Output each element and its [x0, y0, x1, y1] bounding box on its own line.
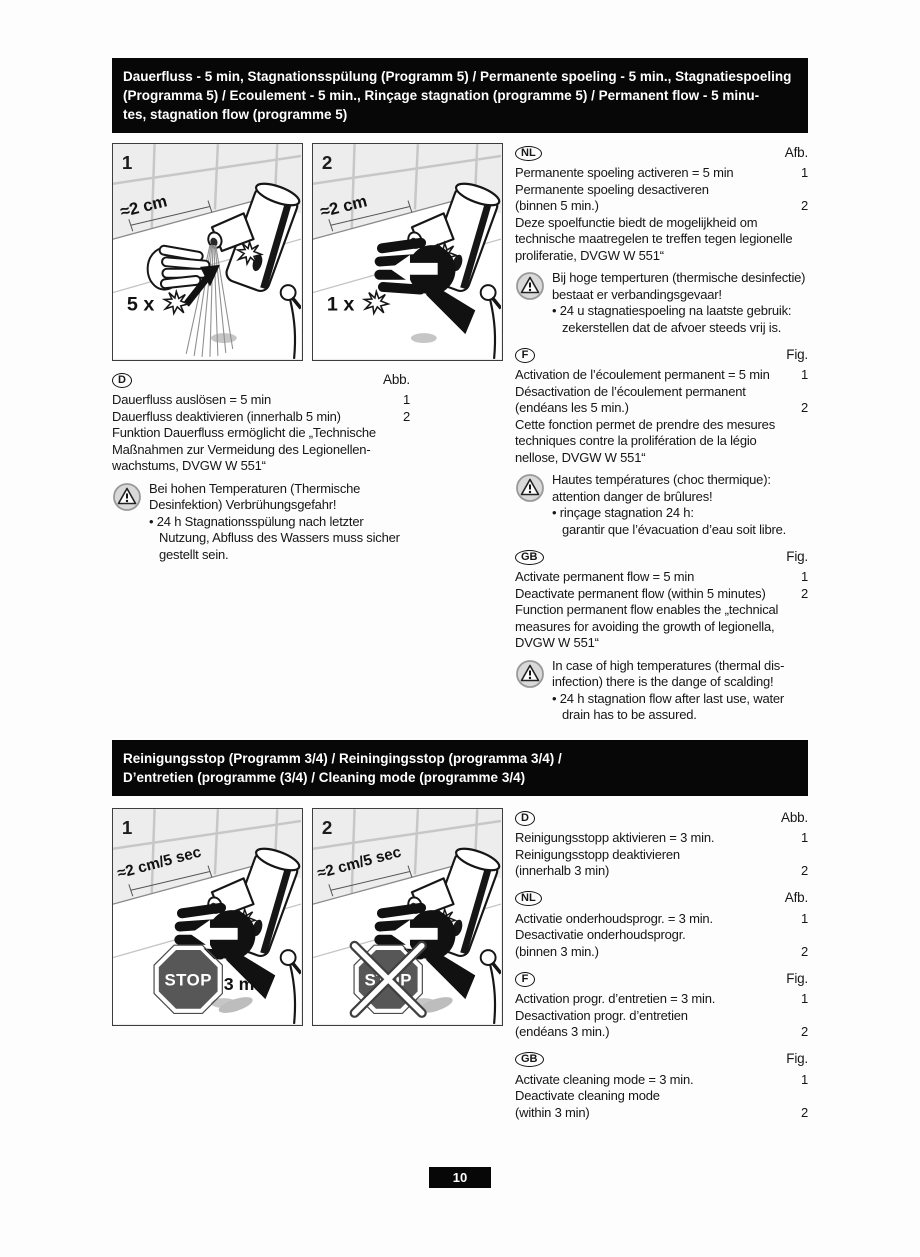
warning-line: Bij hoge temperturen (thermische desinfectie) — [552, 270, 806, 285]
instruction-row — [112, 392, 410, 409]
instruction-row — [515, 1008, 808, 1025]
figure-clean-step2 — [312, 808, 503, 1026]
instruction-row — [112, 409, 410, 426]
instruction-row — [515, 182, 808, 199]
instruction-text: Desactivatie onderhoudsprogr. — [515, 927, 686, 942]
instruction-text: Deactivate cleaning mode — [515, 1088, 660, 1103]
faucet-illustration — [113, 809, 301, 1024]
body-text: proliferatie, DVGW W 551“ — [515, 247, 664, 263]
figure-ref: 1 — [800, 569, 808, 584]
instruction-text: Activate cleaning mode = 3 min. — [515, 1071, 694, 1087]
figure-column-label: Fig. — [786, 1051, 808, 1067]
header-line: Dauerfluss - 5 min, Stagnationsspülung (Programm 5) / Permanente spoeling - 5 min., Stagnatiespoeling — [123, 69, 792, 84]
instruction-row — [515, 1088, 808, 1105]
body-text: measures for avoiding the growth of legionella, — [515, 618, 775, 634]
warning-line: Hautes températures (choc thermique): — [552, 472, 771, 487]
warning-line: infection) there is the dange of scalding! — [552, 674, 774, 689]
figure-ref: 1 — [800, 165, 808, 180]
instruction-row — [515, 1024, 808, 1041]
figure-ref: 2 — [800, 400, 808, 415]
instruction-text: (endéans 3 min.) — [515, 1024, 610, 1039]
figure-flow-step2 — [312, 143, 503, 361]
figure-ref: 2 — [800, 1104, 808, 1120]
instruction-text: Activate permanent flow = 5 min — [515, 569, 695, 584]
distance-label: ≈2 cm — [118, 191, 170, 222]
warning-line: Desinfektion) Verbrühungsgefahr! — [149, 497, 337, 512]
instruction-row — [515, 165, 808, 182]
lang-block-de — [112, 370, 410, 563]
warning-bullet: gestellt sein. — [159, 546, 229, 562]
warning-bullet: • 24 h stagnation flow after last use, water — [552, 690, 785, 706]
instruction-row — [515, 847, 808, 864]
body-text: Function permanent flow enables the „technical — [515, 602, 779, 617]
body-text: Maßnahmen zur Vermeidung des Legionellen- — [112, 441, 371, 457]
lang-badge-de: D — [112, 373, 132, 388]
lang-block-gb — [515, 547, 808, 724]
figure-ref: 1 — [800, 830, 808, 845]
warning-text — [552, 270, 805, 336]
instruction-text: Désactivation de l’écoulement permanent — [515, 383, 746, 399]
instruction-row — [515, 830, 808, 847]
page-number-badge — [429, 1167, 491, 1188]
lang-badge-fr: F — [515, 972, 535, 987]
body-text: technische maatregelen te treffen tegen legionelle — [515, 231, 793, 246]
figure-column-label: Fig. — [786, 548, 808, 564]
warning-line: bestaat er verbandingsgevaar! — [552, 286, 722, 302]
instruction-text: Permanente spoeling activeren = 5 min — [515, 165, 734, 180]
instruction-text: Reinigungsstopp deaktivieren — [515, 846, 680, 862]
warning-triangle-icon — [112, 481, 142, 564]
warning-line: In case of high temperatures (thermal dis- — [552, 657, 785, 673]
figure-number: 1 — [121, 151, 133, 173]
text-column-flow — [515, 143, 808, 733]
instruction-text: (endéans les 5 min.) — [515, 400, 629, 415]
instruction-row — [515, 863, 808, 880]
instruction-text: (binnen 5 min.) — [515, 198, 599, 213]
text-column-clean — [515, 808, 808, 1130]
lang-badge-gb: GB — [515, 1052, 544, 1067]
figure-flow-step1 — [112, 143, 303, 361]
lang-badge-de: D — [515, 811, 535, 826]
figure-column-label: Afb. — [784, 890, 808, 906]
instruction-row — [515, 586, 808, 603]
figure-column-label: Abb. — [781, 809, 808, 825]
lang-badge-fr: F — [515, 348, 535, 363]
body-text: nellose, DVGW W 551“ — [515, 449, 646, 465]
figure-column-label: Abb. — [383, 371, 410, 387]
lang-badge-gb: GB — [515, 550, 544, 565]
figure-ref: 1 — [800, 910, 808, 926]
figure-ref: 2 — [800, 863, 808, 878]
body-text: Funktion Dauerfluss ermöglicht die „Technische — [112, 425, 376, 440]
body-text: Deze spoelfunctie biedt de mogelijkheid om — [515, 214, 758, 230]
page-number: 10 — [452, 1170, 468, 1185]
figure-number: 1 — [121, 816, 133, 838]
instruction-row — [515, 1072, 808, 1089]
warning-triangle-icon — [515, 472, 545, 538]
distance-label: ≈2 cm/5 sec — [315, 843, 404, 883]
figure-clean-step1 — [112, 808, 303, 1026]
lang-block-fr — [515, 969, 808, 1041]
text-column-german-flow — [112, 370, 410, 572]
instruction-text: Activation de l’écoulement permanent = 5 min — [515, 367, 770, 382]
instruction-row — [515, 569, 808, 586]
instruction-text: Desactivation progr. d’entretien — [515, 1007, 688, 1023]
figure-ref: 1 — [800, 367, 808, 382]
lang-block-de — [515, 808, 808, 880]
figure-ref: 1 — [800, 991, 808, 1006]
figure-number: 2 — [321, 816, 333, 838]
instruction-text: Reinigungsstopp aktivieren = 3 min. — [515, 830, 715, 845]
warning-bullet: • rinçage stagnation 24 h: — [552, 505, 694, 520]
stop-sign-label: STOP — [164, 970, 212, 990]
instruction-text: Activation progr. d’entretien = 3 min. — [515, 991, 716, 1006]
lang-block-gb — [515, 1050, 808, 1122]
warning-note — [515, 270, 808, 336]
figure-column-label: Fig. — [786, 346, 808, 362]
figure-column-label: Fig. — [786, 970, 808, 986]
warning-bullet: Nutzung, Abfluss des Wassers muss sicher — [159, 530, 400, 545]
instruction-row — [515, 944, 808, 961]
tap-count-label: 5 x — [126, 293, 155, 316]
faucet-illustration — [113, 144, 301, 359]
warning-triangle-icon — [515, 658, 545, 724]
figure-ref: 2 — [800, 198, 808, 213]
instruction-row — [515, 911, 808, 928]
section-header-cleaning-mode — [112, 740, 808, 796]
warning-note — [515, 658, 808, 724]
warning-line: attention danger de brûlures! — [552, 488, 713, 504]
figure-number: 2 — [321, 151, 333, 173]
warning-bullet: drain has to be assured. — [562, 707, 697, 722]
warning-note — [515, 472, 808, 538]
instruction-text: Activatie onderhoudsprogr. = 3 min. — [515, 910, 713, 926]
header-line: Reinigungsstop (Programm 3/4) / Reiningingsstop (programma 3/4) / — [123, 751, 562, 766]
lang-badge-nl: NL — [515, 146, 542, 161]
instruction-row — [515, 400, 808, 417]
header-line: (Programma 5) / Ecoulement - 5 min., Rinçage stagnation (programme 5) / Permanent flow - 5 minu- — [123, 88, 760, 103]
warning-text — [552, 472, 786, 538]
instruction-text: Deactivate permanent flow (within 5 minutes) — [515, 585, 766, 601]
lang-block-fr — [515, 345, 808, 538]
instruction-row — [515, 198, 808, 215]
figure-ref: 2 — [402, 408, 410, 424]
faucet-illustration — [313, 809, 501, 1024]
lang-block-nl — [515, 143, 808, 336]
section-header-permanent-flow — [112, 58, 808, 133]
warning-text — [552, 658, 784, 724]
tap-count-label: 1 x — [326, 293, 355, 316]
instruction-text: Permanente spoeling desactiveren — [515, 181, 709, 197]
warning-bullet: • 24 u stagnatiespoeling na laatste gebruik: — [552, 303, 792, 318]
body-text: wachstums, DVGW W 551“ — [112, 458, 266, 473]
duration-label: 3 min — [223, 974, 271, 995]
distance-label: ≈2 cm — [318, 191, 370, 222]
figure-ref: 2 — [800, 1024, 808, 1039]
warning-line: Bei hohen Temperaturen (Thermische — [149, 480, 361, 496]
instruction-row — [515, 384, 808, 401]
warning-text — [149, 481, 400, 564]
warning-triangle-icon — [515, 270, 545, 336]
figure-ref: 1 — [402, 392, 410, 407]
figure-column-label: Afb. — [784, 144, 808, 160]
lang-block-nl — [515, 889, 808, 961]
figure-ref: 2 — [800, 943, 808, 959]
warning-note — [112, 481, 410, 564]
figure-ref: 2 — [800, 585, 808, 601]
body-text: Cette fonction permet de prendre des mesures — [515, 416, 776, 432]
header-line: D’entretien (programme (3/4) / Cleaning mode (programme 3/4) — [123, 770, 526, 785]
instruction-text: Dauerfluss deaktivieren (innerhalb 5 min) — [112, 408, 341, 424]
instruction-row — [515, 1105, 808, 1122]
warning-bullet: • 24 h Stagnationsspülung nach letzter — [149, 513, 364, 529]
figure-ref: 1 — [800, 1071, 808, 1087]
warning-bullet: garantir que l’évacuation d’eau soit libre. — [562, 521, 787, 537]
header-line: tes, stagnation flow (programme 5) — [123, 107, 348, 122]
instruction-row — [515, 367, 808, 384]
instruction-text: (innerhalb 3 min) — [515, 863, 610, 878]
instruction-row — [515, 927, 808, 944]
instruction-text: (within 3 min) — [515, 1104, 590, 1120]
instruction-text: (binnen 3 min.) — [515, 943, 599, 959]
instruction-row — [515, 991, 808, 1008]
instruction-text: Dauerfluss auslösen = 5 min — [112, 392, 271, 407]
stop-sign-label: STOP — [364, 970, 412, 990]
faucet-illustration — [313, 144, 501, 359]
warning-bullet: zekerstellen dat de afvoer steeds vrij is. — [562, 319, 782, 335]
lang-badge-nl: NL — [515, 891, 542, 906]
body-text: techniques contre la prolifération de la légio — [515, 433, 757, 448]
body-text: DVGW W 551“ — [515, 635, 599, 650]
distance-label: ≈2 cm/5 sec — [115, 843, 204, 883]
